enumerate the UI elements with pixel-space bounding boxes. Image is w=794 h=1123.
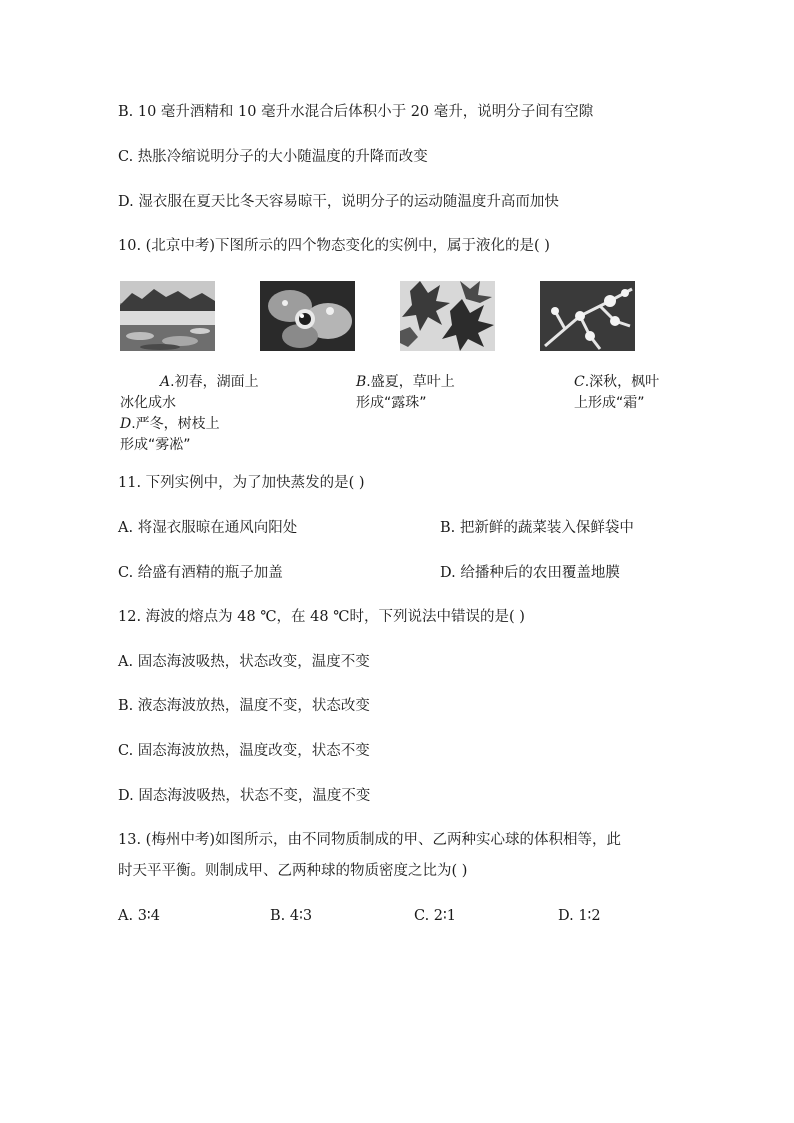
photo-lake-ice-melting	[120, 281, 215, 351]
caption-a-line2: 冰化成水	[120, 395, 176, 411]
q9-option-d: D. 湿衣服在夏天比冬天容易晾干，说明分子的运动随温度升高而加快	[118, 194, 559, 210]
q12-stem: 12. 海波的熔点为 48 ℃，在 48 ℃时，下列说法中错误的是( )	[118, 609, 525, 625]
caption-d-line1: .严冬，树枝上	[131, 416, 220, 432]
q12-option-d: D. 固态海波吸热，状态不变，温度不变	[118, 788, 371, 804]
caption-a	[160, 372, 259, 393]
q11-option-d: D. 给播种后的农田覆盖地膜	[440, 565, 620, 581]
caption-c-line2: 上形成“霜”	[574, 395, 645, 411]
photo-dew-drops	[260, 281, 355, 351]
caption-d	[120, 414, 220, 435]
q11-option-c: C. 给盛有酒精的瓶子加盖	[118, 565, 283, 581]
q11-option-a: A. 将湿衣服晾在通风向阳处	[118, 520, 298, 536]
caption-c-line1: .深秋，枫叶	[584, 374, 660, 390]
q10-stem: 10. (北京中考)下图所示的四个物态变化的实例中，属于液化的是( )	[118, 238, 550, 254]
q13-option-d: D. 1∶2	[558, 908, 601, 924]
q13-option-c: C. 2∶1	[414, 908, 457, 924]
photo-rime-branches	[540, 281, 635, 351]
q13-stem-line1: 13. (梅州中考)如图所示，由不同物质制成的甲、乙两种实心球的体积相等，此	[118, 832, 621, 848]
caption-b-line1: .盛夏，草叶上	[366, 374, 455, 390]
q11-option-b: B. 把新鲜的蔬菜装入保鲜袋中	[440, 520, 634, 536]
caption-b-letter: B	[356, 374, 367, 390]
caption-b	[356, 372, 455, 393]
caption-c-letter: C	[574, 374, 585, 390]
photo-maple-frost	[400, 281, 495, 351]
q13-stem-line2: 时天平平衡。则制成甲、乙两种球的物质密度之比为( )	[118, 863, 468, 879]
q11-stem: 11. 下列实例中，为了加快蒸发的是( )	[118, 475, 365, 491]
caption-a-line1: .初春，湖面上	[170, 374, 259, 390]
caption-c	[574, 372, 659, 393]
q13-option-a: A. 3∶4	[118, 908, 160, 924]
q12-option-a: A. 固态海波吸热，状态改变，温度不变	[118, 654, 370, 670]
caption-d-letter: D	[120, 416, 132, 432]
q9-option-b: B. 10 毫升酒精和 10 毫升水混合后体积小于 20 毫升，说明分子间有空隙	[118, 104, 594, 120]
q9-option-c: C. 热胀冷缩说明分子的大小随温度的升降而改变	[118, 149, 428, 165]
q12-option-b: B. 液态海波放热，温度不变，状态改变	[118, 698, 370, 714]
caption-b-line2: 形成“露珠”	[356, 395, 427, 411]
q13-option-b: B. 4∶3	[270, 908, 313, 924]
caption-a-letter: A	[160, 374, 171, 390]
caption-d-line2: 形成“雾凇”	[120, 437, 191, 453]
q12-option-c: C. 固态海波放热，温度改变，状态不变	[118, 743, 370, 759]
